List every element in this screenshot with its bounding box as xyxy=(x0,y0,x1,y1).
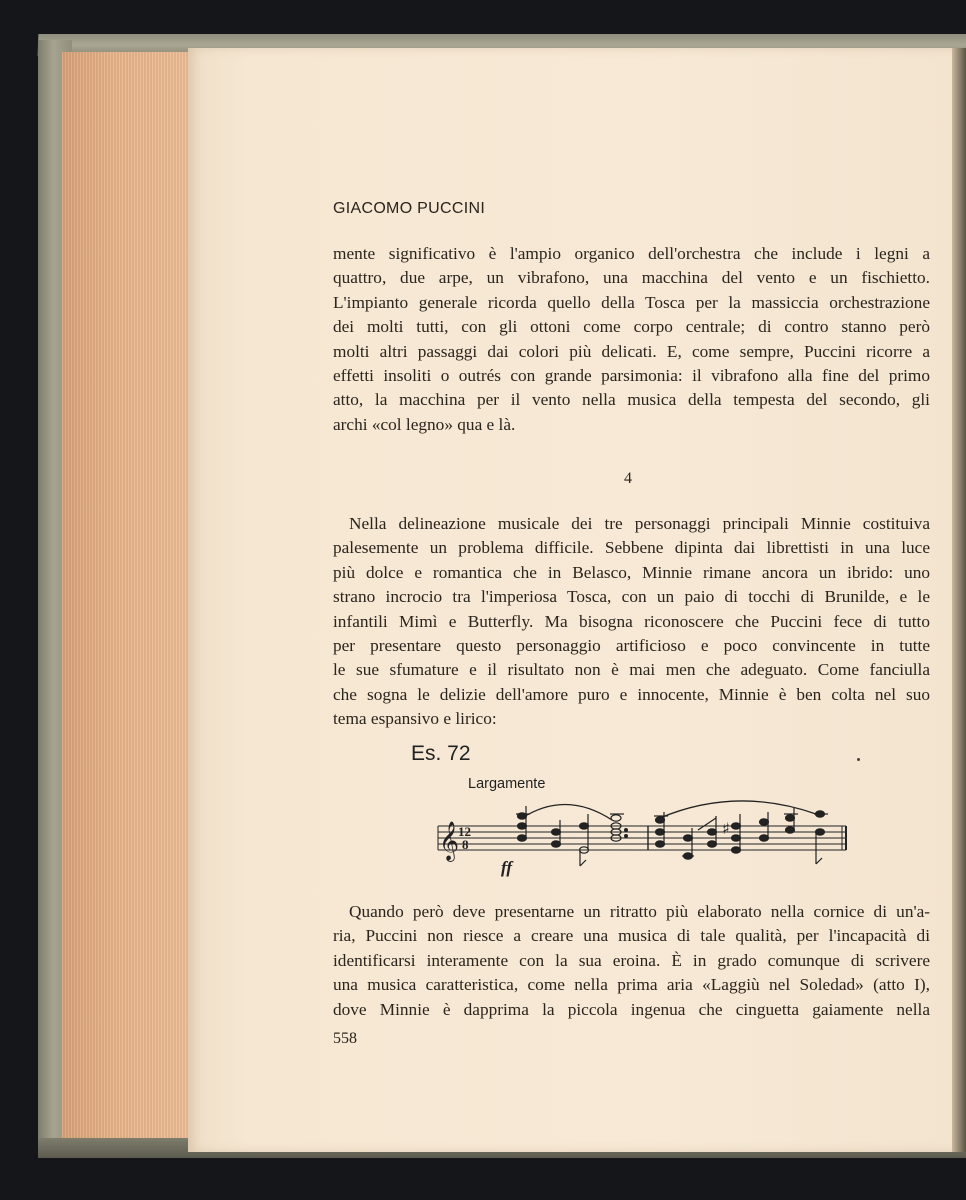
dynamic-marking: ff xyxy=(501,858,513,877)
text-line: ria, Puccini non riesce a creare una musica di tale qualità, per l'incapacità di xyxy=(333,926,930,946)
text-line: Nella delineazione musicale dei tre personaggi principali Minnie costituiva xyxy=(349,514,930,533)
tempo-marking: Largamente xyxy=(468,776,546,792)
text-line: strano incrocio tra l'imperiosa Tosca, con un paio di tocchi di Brunilde, e le xyxy=(333,587,930,607)
text-line: identificarsi interamente con la sua eroina. È in grado comunque di scrivere xyxy=(333,950,930,970)
measure-one-notes xyxy=(516,806,627,866)
slur-marks xyxy=(522,801,816,820)
text-line: effetti insoliti o outrés con grande parsimonia: il vibrafono alla fine del primo xyxy=(333,366,930,386)
text-line: dove Minnie è dapprima la piccola ingenua che cinguetta gaiamente nella xyxy=(333,999,930,1019)
text-line: tema espansivo e lirico: xyxy=(333,709,497,729)
measure-two-notes xyxy=(654,808,828,864)
page-block-edges xyxy=(62,52,190,1150)
paragraph-aria xyxy=(333,900,930,1022)
text-line: atto, la macchina per il vento nella musica della tempesta del secondo, gli xyxy=(333,390,930,410)
music-example-label: Es. 72 xyxy=(411,742,471,765)
page-gutter-shadow xyxy=(952,48,966,1152)
text-line: L'impianto generale ricorda quello della Tosca per la massiccia orchestrazione xyxy=(333,292,930,312)
print-speck xyxy=(857,758,860,761)
text-line: più dolce e romantica che in Belasco, Minnie rimane ancora un ibrido: uno xyxy=(333,562,930,582)
text-line: una musica caratteristica, come nella prima aria «Laggiù nel Soledad» (atto I), xyxy=(333,975,930,995)
page-number: 558 xyxy=(333,1030,357,1047)
text-line: quattro, due arpe, un vibrafono, una macchina del vento e un fischietto. xyxy=(333,268,930,288)
text-line: Quando però deve presentarne un ritratto più elaborato nella cornice di un'a- xyxy=(349,902,930,921)
text-line: mente significativo è l'ampio organico dell'orchestra che include i legni a xyxy=(333,244,930,263)
text-line: che sogna le delizie dell'amore puro e innocente, Minnie è ben colta nel suo xyxy=(333,684,930,704)
paragraph-orchestration xyxy=(333,242,930,437)
section-number: 4 xyxy=(624,470,632,487)
text-line: infantili Mimì e Butterfly. Ma bisogna riconoscere che Puccini fece di tutto xyxy=(333,611,930,631)
text-line: molti altri passaggi dai colori più delicati. E, come sempre, Puccini ricorre a xyxy=(333,341,930,361)
treble-clef-icon: 𝄞 xyxy=(439,821,460,861)
text-line: dei molti tutti, con gli ottoni come corpo centrale; di contro stanno però xyxy=(333,317,930,337)
time-signature-top: 12 xyxy=(458,824,471,839)
text-line: archi «col legno» qua e là. xyxy=(333,414,516,434)
music-staff xyxy=(436,792,852,872)
text-line: palesemente un problema difficile. Sebbene dipinta dai librettisti in una luce xyxy=(333,538,930,558)
text-line: per presentare questo personaggio artificioso e poco convincente in tutte xyxy=(333,636,930,656)
running-title: GIACOMO PUCCINI xyxy=(333,200,486,217)
sharp-icon: ♯ xyxy=(722,819,730,838)
paragraph-minnie xyxy=(333,512,930,732)
time-signature-bottom: 8 xyxy=(462,837,469,852)
text-line: le sue sfumature e il risultato non è mai men che adeguato. Come fanciulla xyxy=(333,660,930,680)
